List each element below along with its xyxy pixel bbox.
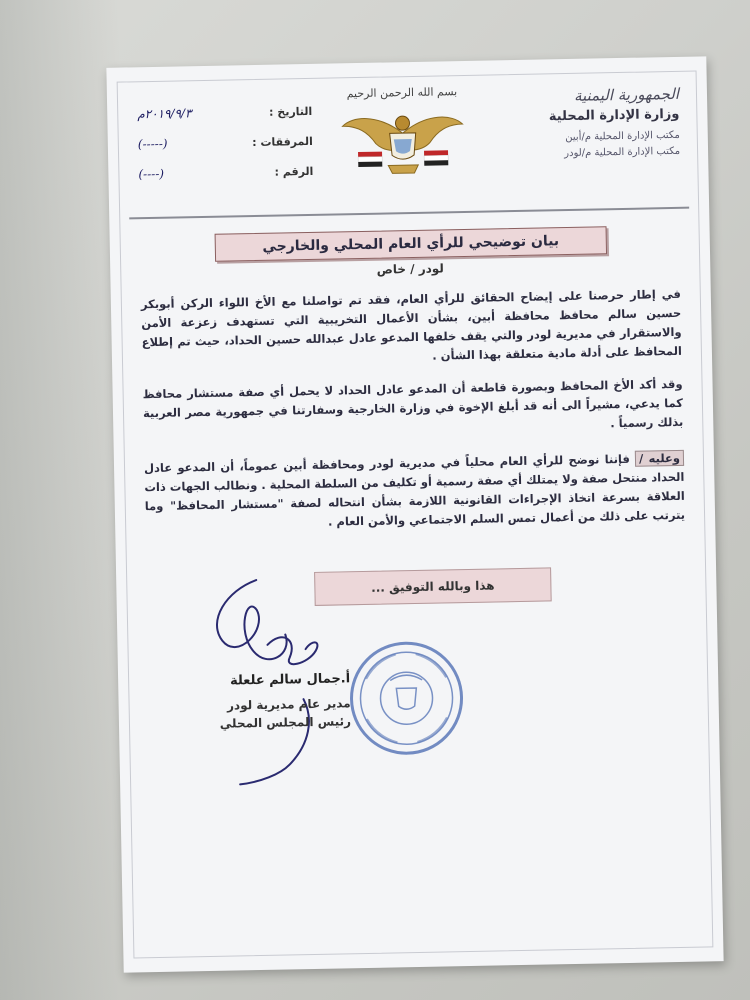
statement-subtitle: لودر / خاص — [376, 261, 444, 277]
signatory-name: أ.جمال سالم علعلة — [229, 671, 351, 689]
closing-line: هذا وبالله التوفيق ... — [314, 567, 552, 606]
document-page — [106, 56, 723, 972]
background-shadow — [0, 0, 120, 1000]
statement-title: بيان توضيحي للرأي العام المحلي والخارجي — [215, 226, 607, 262]
republic-name: الجمهورية اليمنية — [573, 84, 680, 105]
meta-reference — [138, 164, 313, 181]
eagle-emblem-icon — [337, 102, 469, 184]
meta-attachments — [138, 134, 313, 151]
office-line-2: مكتب الإدارة المحلية م/لودر — [564, 145, 681, 160]
paragraph-3 — [144, 449, 685, 535]
date-label: التاريخ : — [268, 104, 313, 119]
paragraph-3-lead: وعليه / — [635, 450, 684, 467]
meta-date — [137, 104, 312, 121]
signatory-title-2: رئيس المجلس المحلي — [219, 714, 352, 731]
reference-value: (----) — [138, 166, 165, 182]
attachments-label: المرفقات : — [252, 134, 313, 149]
paragraph-1: في إطار حرصنا على إيضاح الحقائق للرأي العام، فقد تم تواصلنا مع الأخ اللواء الركن أبوبكر حسين سالم محافظ محافظة أبين، بشأن الأعمال التخريبية التي تستهدف زعزعة الأمن والاستقرار في مديرية لودر والتي يقف خلفها المدعو عادل عبدالله حسين الحداد، حيث تم إطلاع المحافظ على أدلة مادية متعلقة بهذا الشأن . — [140, 286, 683, 363]
paragraph-3-text: فإننا نوضح للرأي العام محلياً في مديرية لودر ومحافظة أبين عموماً، أن المدعو عادل الحداد منتحل صفة ولا يمتلك أي صفة رسمية أو تكليف من السلطة المحلية . ونطالب الجهات ذات العلاقة بسرعة اتخاذ الإجراءات القانونية اللازمة بشأن انتحاله لصفة "مستشار المحافظ" وما يترتب على ذلك من أعمال تمس السلم الاجتماعي والأمن العام . — [143, 451, 686, 529]
letterhead-emblem-block — [322, 85, 484, 185]
attachments-value: (-----) — [137, 136, 168, 152]
letter-meta — [137, 104, 314, 197]
basmala: بسم الله الرحمن الرحيم — [346, 85, 458, 101]
ministry-name: وزارة الإدارة المحلية — [548, 106, 680, 125]
letterhead-issuer — [479, 85, 680, 166]
paragraph-2: وقد أكد الأخ المحافظ وبصورة قاطعة أن المدعو عادل الحداد لا يحمل أي صفة مستشار محافظ كما يدعي، مشيراً الى أنه قد أبلغ الإخوة في وزارة الخارجية وسفارتنا في جمهورية مصر العربية بذلك رسمياً . — [142, 376, 684, 431]
office-line-1: مكتب الإدارة المحلية م/أبين — [565, 129, 680, 144]
official-stamp-icon — [345, 637, 467, 759]
reference-label: الرقم : — [274, 164, 314, 179]
signatory-block — [175, 671, 351, 735]
signatory-title-1: مدير عام مديرية لودر — [226, 696, 351, 713]
date-value: ٢٠١٩/٩/٣م — [137, 106, 192, 122]
